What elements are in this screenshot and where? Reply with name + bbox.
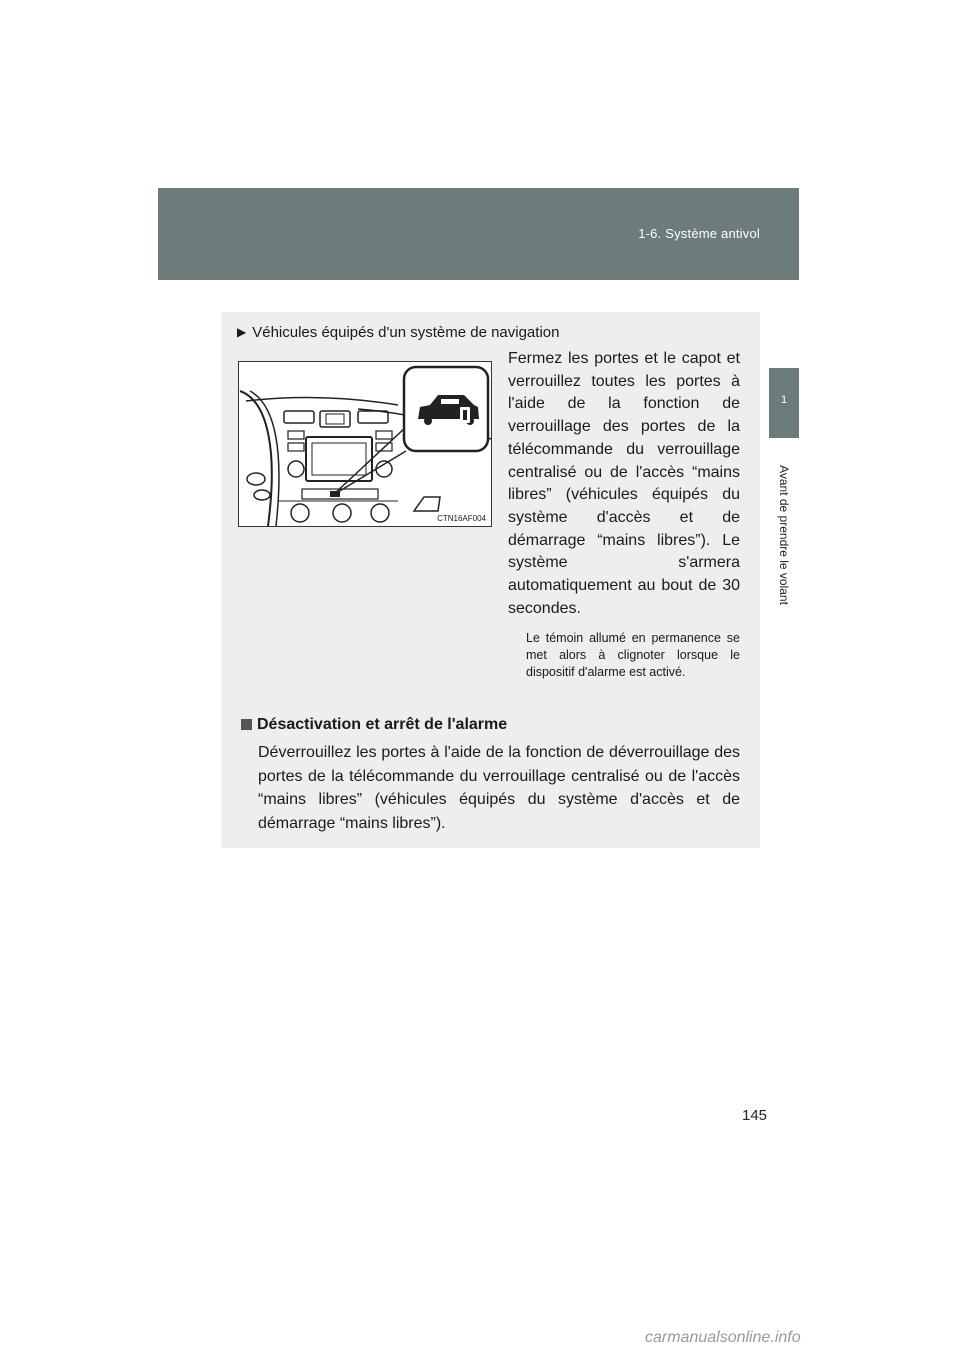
chapter-label: Avant de prendre le volant [777,465,791,605]
body-paragraph: Déverrouillez les portes à l'aide de la fonction de déverrouillage des portes de la télécommande du verrouillage centralisé ou de l'accès “mains libres” (véhicules équipés du système d'accès et de démarrage “mains libres”). [258,744,740,832]
chapter-tab [769,368,799,438]
page-number: 145 [742,1107,768,1124]
content-panel [221,312,760,848]
header-band [158,188,799,280]
subheading [237,324,559,341]
triangle-right-icon: ▶ [237,325,247,339]
square-bullet-icon [241,719,252,730]
figure-code: CTN16AF004 [437,514,486,523]
subheading-text: Véhicules équipés d'un système de navigation [252,324,560,341]
dashboard-illustration-svg [238,361,492,527]
section-heading-text: Désactivation et arrêt de l'alarme [257,716,508,733]
section-title: 1-6. Système antivol [638,226,760,241]
dashboard-illustration [238,361,492,527]
main-paragraph: Fermez les portes et le capot et verrouillez toutes les portes à l'aide de la fonction de verrouillage des portes de la télécommande du verrouillage centralisé ou de l'accès “mains libres” (véhicules équipés du système d'accès et de démarrage “mains libres”). Le système s'armera automatiquement au bout de 30 secondes. [508,350,740,617]
chapter-number: 1 [780,394,788,406]
section-heading [241,716,507,734]
watermark: carmanualsonline.info [645,1329,801,1346]
note-paragraph: Le témoin allumé en permanence se met alors à clignoter lorsque le dispositif d'alarme est activé. [526,631,740,679]
